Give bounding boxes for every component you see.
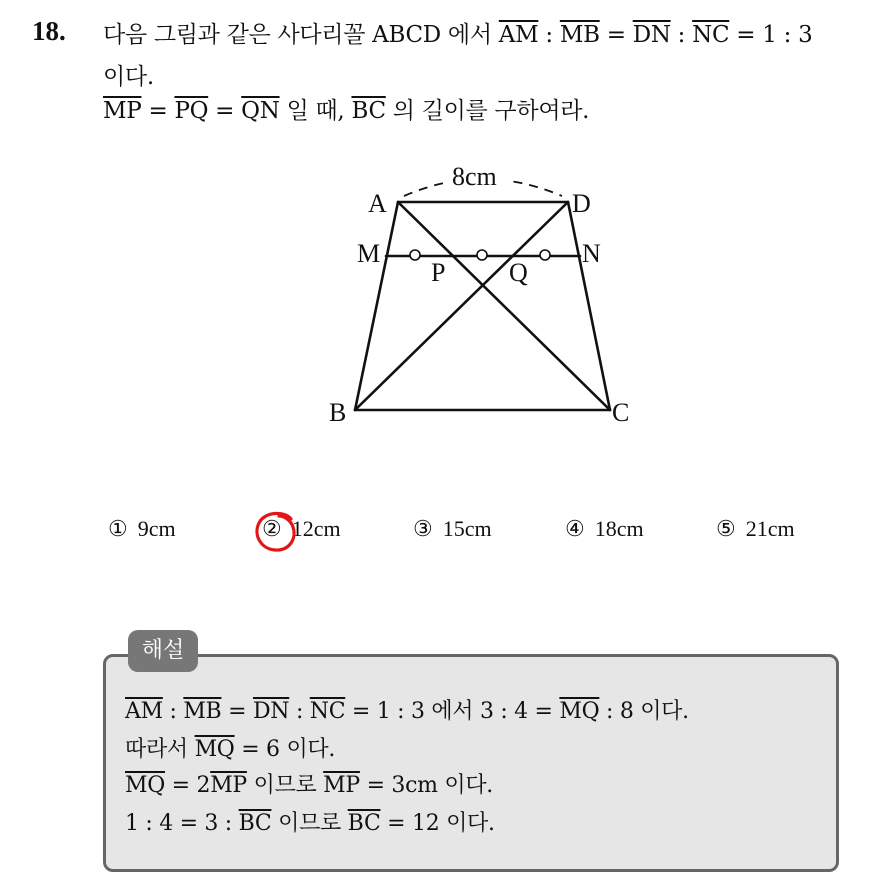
segment-pq: $\overline{PQ}$: [174, 98, 209, 124]
solution-text: 1 : 4 = 3 :: [125, 811, 239, 836]
operator: :: [289, 699, 310, 724]
segment-am: $\overline{AM}$: [125, 699, 163, 724]
choice-label: 12cm: [291, 516, 341, 541]
solution-tag: 해설: [128, 630, 198, 672]
segment-dn: $\overline{DN}$: [252, 699, 290, 724]
operator: :: [538, 22, 560, 48]
choice-symbol: ①: [108, 516, 128, 541]
segment-bc: $\overline{BC}$: [238, 811, 272, 836]
operator: = 2: [164, 773, 211, 798]
segment-mp: $\overline{MP}$: [323, 773, 360, 798]
operator: =: [221, 699, 253, 724]
point-n-label: N: [582, 239, 601, 268]
equal-mark: [477, 250, 487, 260]
solution-text: = 3cm 이다.: [359, 773, 493, 798]
solution-text: = 12 이다.: [380, 811, 495, 836]
choice-5[interactable]: [716, 516, 795, 542]
solution-text: = 6 이다.: [234, 737, 336, 762]
segment-qn: $\overline{QN}$: [241, 98, 280, 124]
question-line-3: [103, 92, 589, 125]
choice-1[interactable]: [108, 516, 176, 542]
solution-box: [103, 654, 839, 872]
point-a-label: A: [368, 189, 387, 218]
answer-mark-icon: [251, 507, 301, 557]
question-number: 18.: [32, 16, 66, 46]
solution-text: : 8 이다.: [599, 699, 689, 724]
solution-text: = 1 : 3 에서 3 : 4 =: [345, 699, 560, 724]
choice-symbol: ④: [565, 516, 585, 541]
question-line-1: [103, 16, 812, 49]
choice-label: 9cm: [137, 516, 176, 541]
operator: =: [208, 98, 242, 124]
segment-dn: $\overline{DN}$: [632, 22, 671, 48]
choice-3[interactable]: [413, 516, 492, 542]
equal-mark: [410, 250, 420, 260]
point-c-label: C: [612, 398, 630, 427]
solution-line-2: [125, 732, 335, 763]
choice-symbol: ③: [413, 516, 433, 541]
solution-line-4: [125, 806, 495, 837]
operator: :: [670, 22, 693, 48]
choice-label: 21cm: [745, 516, 795, 541]
trapezoid-figure: [300, 155, 660, 445]
solution-line-3: [125, 768, 493, 799]
diagonal-bd: [355, 202, 568, 410]
segment-mq: $\overline{MQ}$: [125, 773, 165, 798]
question-text: 다음 그림과 같은 사다리꼴 ABCD 에서: [103, 22, 499, 48]
point-q-label: Q: [509, 258, 528, 287]
segment-nc: $\overline{NC}$: [692, 22, 730, 48]
segment-am: $\overline{AM}$: [498, 22, 539, 48]
segment-nc: $\overline{NC}$: [309, 699, 346, 724]
question-text: 일 때,: [279, 98, 352, 124]
solution-text: 이므로: [271, 811, 348, 836]
choice-symbol: ②: [262, 516, 282, 541]
choice-label: 15cm: [442, 516, 492, 541]
equal-mark: [540, 250, 550, 260]
operator: =: [141, 98, 175, 124]
segment-mb: $\overline{MB}$: [559, 22, 600, 48]
side-ab: [355, 202, 398, 410]
point-p-label: P: [431, 258, 446, 287]
point-d-label: D: [572, 189, 591, 218]
segment-bc: $\overline{BC}$: [347, 811, 381, 836]
segment-mq: $\overline{MQ}$: [559, 699, 600, 724]
point-b-label: B: [329, 398, 347, 427]
ratio-text: = 1 : 3: [729, 22, 813, 48]
choice-label: 18cm: [594, 516, 644, 541]
operator: :: [162, 699, 184, 724]
choice-symbol: ⑤: [716, 516, 736, 541]
choice-4[interactable]: [565, 516, 644, 542]
diagonal-ac: [398, 202, 610, 410]
question-text: 의 길이를 구하여라.: [385, 98, 590, 124]
segment-bc: $\overline{BC}$: [351, 98, 386, 124]
top-length-label: 8cm: [452, 162, 497, 191]
point-m-label: M: [357, 239, 381, 268]
segment-mq: $\overline{MQ}$: [194, 737, 235, 762]
segment-mp: $\overline{MP}$: [210, 773, 247, 798]
side-dc: [568, 202, 610, 410]
question-line-2: 이다.: [103, 64, 154, 90]
operator: =: [599, 22, 633, 48]
segment-mb: $\overline{MB}$: [183, 699, 222, 724]
solution-text: 이므로: [246, 773, 324, 798]
solution-text: 따라서: [125, 737, 195, 762]
segment-mp: $\overline{MP}$: [103, 98, 142, 124]
solution-line-1: [125, 694, 689, 725]
